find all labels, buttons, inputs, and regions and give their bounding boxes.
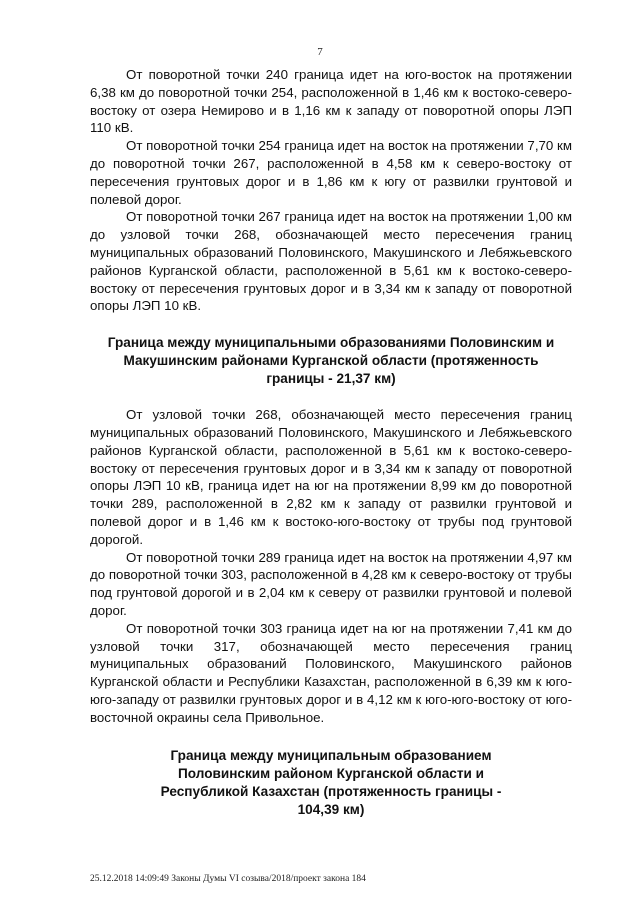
paragraph: От узловой точки 268, обозначающей место пересечения границ муниципальных образований Половинского, Макушинского и Лебяжьевского районов Курганской области, расположенной в 5,61 км к востоко-северо-востоку от пересечения грунтовых дорог и в 3,34 км к западу от поворотной опоры ЛЭП 10 кВ, граница идет на юг на протяжении 8,99 км до поворотной точки 289, расположенной в 2,82 км к западу от развилки грунтовой и полевой дорог и в 1,46 км к востоко-юго-востоку от трубы под грунтовой дорогой. (90, 407, 572, 547)
document-body (90, 66, 572, 819)
paragraph: От поворотной точки 267 граница идет на восток на протяжении 1,00 км до узловой точки 268, обозначающей место пересечения границ муниципальных образований Половинского, Макушинского и Лебяжьевского районов Курганской области, расположенной в 5,61 км к востоко-северо-востоку от пересечения грунтовых дорог и в 3,34 км к западу от поворотной опоры ЛЭП 10 кВ. (90, 209, 572, 314)
paragraph: От поворотной точки 303 граница идет на юг на протяжении 7,41 км до узловой точки 317, обозначающей место пересечения границ муниципальных образований Половинского, Макушинского районов Курганской области и Республики Казахстан, расположенной в 6,39 км к юго-юго-западу от развилки грунтовых дорог и в 4,12 км к юго-юго-востоку от юго-восточной окраины села Привольное. (90, 620, 572, 725)
page-number: 7 (317, 46, 323, 58)
paragraph: От поворотной точки 240 граница идет на юго-восток на протяжении 6,38 км до поворотной точки 254, расположенной в 1,46 км к востоко-северо-востоку от озера Немирово и в 1,16 км к западу от поворотной опоры ЛЭП 110 кВ. (90, 67, 572, 136)
paragraph: От поворотной точки 289 граница идет на восток на протяжении 4,97 км до поворотной точки 303, расположенной в 4,28 км к северо-востоку от трубы под грунтовой дорогой и в 2,04 км к северу от развилки грунтовой и полевой дорог. (90, 549, 572, 618)
section-heading: Граница между муниципальным образованием Половинским районом Курганской области и Республикой Казахстан (протяженность границы - 104,39 км) (160, 747, 502, 817)
paragraph: От поворотной точки 254 граница идет на восток на протяжении 7,70 км до поворотной точки 267, расположенной в 4,58 км к северо-востоку от пересечения грунтовых дорог и в 1,86 км к югу от развилки грунтовой и полевой дорог. (90, 138, 572, 207)
document-footer: 25.12.2018 14:09:49 Законы Думы VI созыва/2018/проект закона 184 (90, 874, 366, 884)
section-heading: Граница между муниципальными образованиями Половинским и Макушинским районами Курганской области (протяженность границы - 21,37 км) (107, 335, 555, 387)
